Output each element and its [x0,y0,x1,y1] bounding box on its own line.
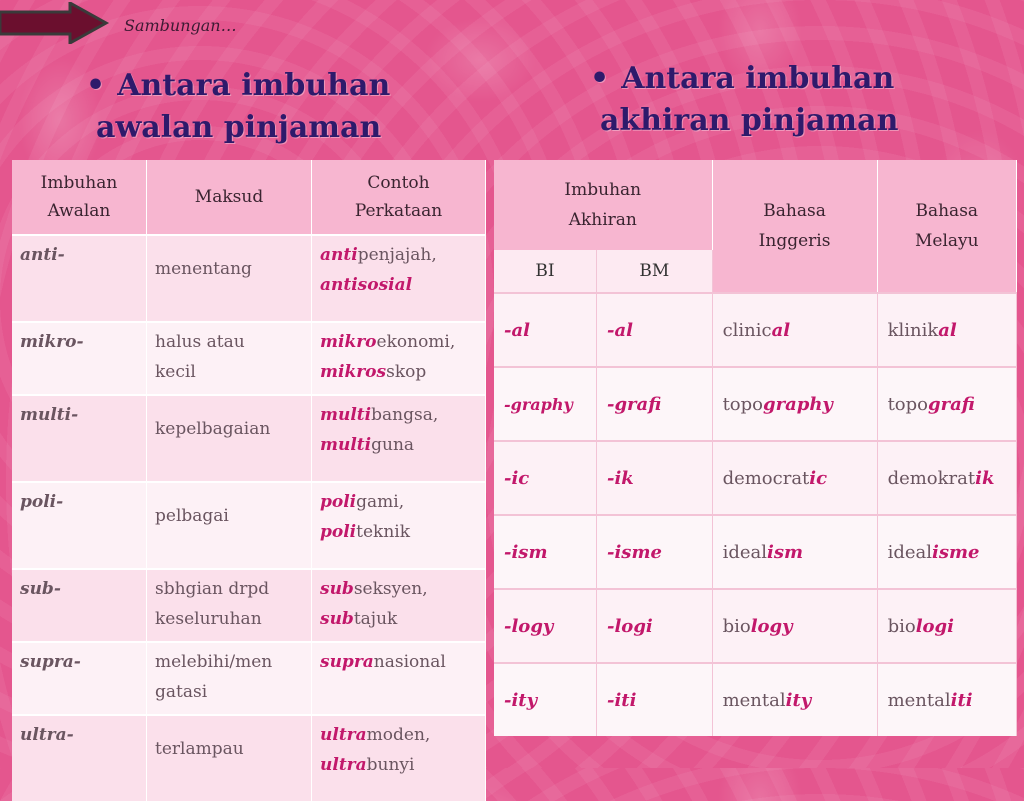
prefix-cell: anti- [12,235,147,322]
example-cell [312,395,486,482]
example-affix: multi [320,435,372,455]
meaning-text: pelbagai [155,506,229,526]
example-affix: sub [320,609,354,629]
meaning-text: menentang [155,259,252,279]
header-line: Maksud [194,187,264,207]
word-stem: demokrat [887,467,976,489]
right-heading [590,58,920,142]
header-line: Melayu [914,231,979,251]
header-line: Bahasa [763,201,826,221]
table-row [12,642,486,715]
table-row [494,293,1017,367]
suffix-table [494,160,1017,736]
example-affix: poli [320,492,357,512]
left-heading-line1: Antara imbuhan [117,68,391,103]
bi-suffix-cell: -ic [494,441,597,515]
example-stem: penjajah, [357,245,437,265]
table-row [494,663,1017,736]
english-word-cell [712,293,877,367]
bm-suffix-cell: -iti [597,663,713,736]
example-affix: mikro [320,332,377,352]
word-stem: democrat [722,467,810,489]
header-line: Inggeris [758,231,831,251]
example-stem: teknik [356,522,411,542]
bm-suffix-cell: -ik [597,441,713,515]
header-line: Akhiran [568,210,637,230]
bm-suffix-cell: -logi [597,589,713,663]
word-suffix: graphy [763,393,833,415]
malay-word-cell [877,515,1016,589]
prefix-cell: mikro- [12,322,147,395]
bi-suffix-cell: -graphy [494,367,597,441]
english-word-cell [712,515,877,589]
header-bm: BM [597,250,713,293]
table-row [12,715,486,801]
table-header-row [12,160,486,235]
table-row [12,569,486,642]
table-row [12,235,486,322]
right-heading-line2: akhiran pinjaman [600,103,899,138]
word-stem: klinik [887,319,939,341]
english-word-cell [712,589,877,663]
meaning-text: terlampau [155,739,244,759]
meaning-line: halus atau [155,332,245,352]
example-cell [312,235,486,322]
word-suffix: iti [950,689,973,711]
header-line: Imbuhan [40,173,118,193]
prefix-cell: poli- [12,482,147,569]
right-heading-line1: Antara imbuhan [621,61,895,96]
malay-word-cell [877,367,1016,441]
bullet-icon: • [86,68,106,103]
word-suffix: ik [975,467,995,489]
word-stem: mental [722,689,786,711]
example-affix: multi [320,405,372,425]
word-stem: mental [887,689,951,711]
header-bahasa-melayu [877,160,1016,293]
header-bi: BI [494,250,597,293]
left-heading [86,65,446,149]
example-affix: sub [320,579,354,599]
word-stem: ideal [722,541,767,563]
header-bahasa-inggeris [712,160,877,293]
bm-suffix-cell: -grafi [597,367,713,441]
word-suffix: ic [809,467,828,489]
prefix-table [12,160,486,801]
bullet-icon: • [590,61,610,96]
example-stem: seksyen, [353,579,428,599]
bm-suffix-cell: -al [597,293,713,367]
malay-word-cell [877,293,1016,367]
header-line: Imbuhan [564,180,642,200]
bm-suffix-cell: -isme [597,515,713,589]
malay-word-cell [877,589,1016,663]
word-stem: topo [887,393,928,415]
word-suffix: al [938,319,957,341]
meaning-line: melebihi/men [155,652,273,672]
example-stem: bangsa, [371,405,439,425]
word-suffix: logi [915,615,954,637]
header-line: Perkataan [354,201,443,221]
table-row [494,367,1017,441]
table-header-row [494,160,1017,250]
malay-word-cell [877,663,1016,736]
word-suffix: grafi [928,393,975,415]
example-cell [312,569,486,642]
header-imbuhan-akhiran [494,160,712,250]
word-stem: bio [887,615,916,637]
meaning-line: keseluruhan [155,609,262,629]
meaning-line: kecil [155,362,196,382]
meaning-cell [147,715,312,801]
meaning-cell [147,322,312,395]
continued-label: Sambungan… [124,16,237,35]
meaning-cell [147,482,312,569]
example-cell [312,715,486,801]
example-stem: nasional [373,652,446,672]
example-stem: tajuk [353,609,398,629]
example-stem: skop [386,362,427,382]
table-row [494,589,1017,663]
english-word-cell [712,367,877,441]
meaning-text: kepelbagaian [155,419,271,439]
header-imbuhan-awalan [12,160,147,235]
word-stem: topo [722,393,763,415]
left-heading-line2: awalan pinjaman [96,110,382,145]
example-affix: anti [320,245,358,265]
example-affix: ultra [320,725,367,745]
header-line: Bahasa [915,201,979,221]
word-suffix: ism [766,541,804,563]
word-stem: ideal [887,541,932,563]
example-cell [312,642,486,715]
word-suffix: isme [931,541,980,563]
header-line: Contoh [367,173,430,193]
prefix-cell: supra- [12,642,147,715]
english-word-cell [712,441,877,515]
prefix-cell: multi- [12,395,147,482]
prefix-cell: sub- [12,569,147,642]
meaning-line: gatasi [155,682,208,702]
prefix-cell: ultra- [12,715,147,801]
header-contoh-perkataan [312,160,486,235]
word-stem: clinic [722,319,772,341]
table-row [494,441,1017,515]
example-affix: ultra [320,755,367,775]
bi-suffix-cell: -ism [494,515,597,589]
word-suffix: ity [785,689,812,711]
table-row [12,322,486,395]
example-stem: guna [371,435,415,455]
example-affix: mikros [320,362,387,382]
right-arrow-icon [0,2,110,44]
meaning-cell [147,569,312,642]
table-row [12,482,486,569]
example-cell [312,482,486,569]
english-word-cell [712,663,877,736]
example-stem: gami, [356,492,405,512]
example-stem: bunyi [366,755,415,775]
malay-word-cell [877,441,1016,515]
meaning-cell [147,395,312,482]
table-row [494,515,1017,589]
example-affix: supra [320,652,374,672]
header-line: Awalan [47,201,111,221]
example-affix: poli [320,522,357,542]
word-suffix: al [771,319,791,341]
bi-suffix-cell: -ity [494,663,597,736]
example-cell [312,322,486,395]
word-stem: bio [722,615,751,637]
meaning-cell [147,235,312,322]
word-suffix: logy [750,615,793,637]
meaning-line: sbhgian drpd [155,579,270,599]
bi-suffix-cell: -al [494,293,597,367]
meaning-cell [147,642,312,715]
example-stem: moden, [366,725,431,745]
example-affix: antisosial [320,275,413,295]
header-maksud [147,160,312,235]
example-stem: ekonomi, [376,332,456,352]
bi-suffix-cell: -logy [494,589,597,663]
table-row [12,395,486,482]
